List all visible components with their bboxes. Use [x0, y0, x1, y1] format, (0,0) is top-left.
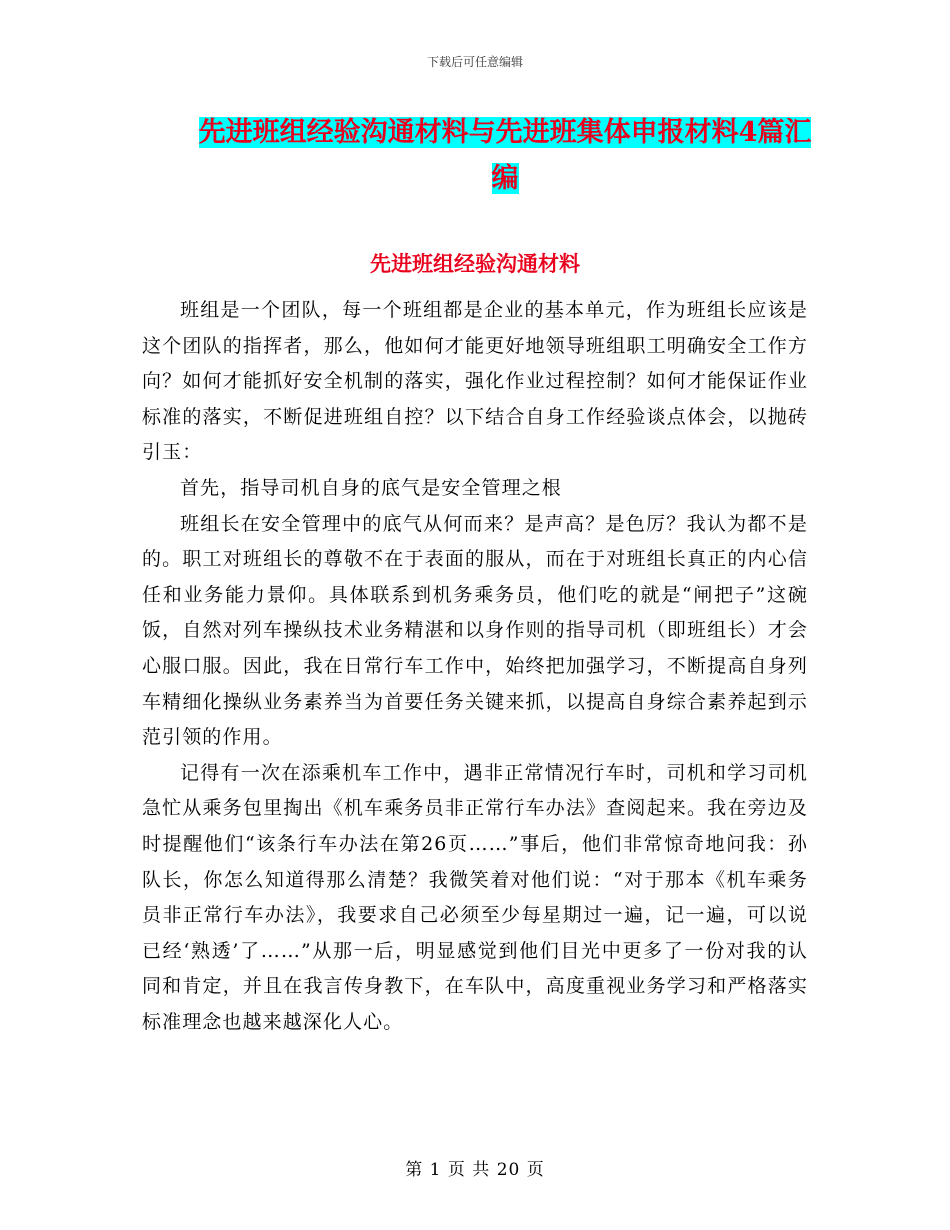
body-text	[142, 293, 808, 1040]
document-title-text: 先进班组经验沟通材料与先进班集体申报材料4篇汇编	[198, 117, 812, 194]
paragraph: 班组是一个团队，每一个班组都是企业的基本单元，作为班组长应该是这个团队的指挥者，那么，他如何才能更好地领导班组职工明确安全工作方向？如何才能抓好安全机制的落实，强化作业过程控制？如何才能保证作业标准的落实，不断促进班组自控？以下结合自身工作经验谈点体会，以抛砖引玉：	[142, 299, 808, 464]
page-footer: 第 1 页 共 20 页	[405, 1160, 545, 1180]
section-title: 先进班组经验沟通材料	[370, 251, 580, 276]
paragraph: 记得有一次在添乘机车工作中，遇非正常情况行车时，司机和学习司机急忙从乘务包里掏出《机车乘务员非正常行车办法》查阅起来。我在旁边及时提醒他们“该条行车办法在第26页……”事后，他们非常惊奇地问我：孙队长，你怎么知道得那么清楚？我微笑着对他们说：“对于那本《机车乘务员非正常行车办法》，我要求自己必须至少每星期过一遍，记一遍，可以说已经‘熟透’了……”从那一后，明显感觉到他们目光中更多了一份对我的认同和肯定，并且在我言传身教下，在车队中，高度重视业务学习和严格落实标准理念也越来越深化人心。	[142, 761, 808, 1033]
document-title	[190, 110, 820, 202]
paragraph: 首先，指导司机自身的底气是安全管理之根	[180, 476, 562, 499]
paragraph: 班组长在安全管理中的底气从何而来？是声高？是色厉？我认为都不是的。职工对班组长的尊敬不在于表面的服从，而在于对班组长真正的内心信任和业务能力景仰。具体联系到机务乘务员，他们吃的就是“闸把子”这碗饭，自然对列车操纵技术业务精湛和以身作则的指导司机（即班组长）才会心服口服。因此，我在日常行车工作中，始终把加强学习，不断提高自身列车精细化操纵业务素养当为首要任务关键来抓，以提高自身综合素养起到示范引领的作用。	[142, 512, 808, 749]
header-note: 下载后可任意编辑	[426, 55, 523, 69]
